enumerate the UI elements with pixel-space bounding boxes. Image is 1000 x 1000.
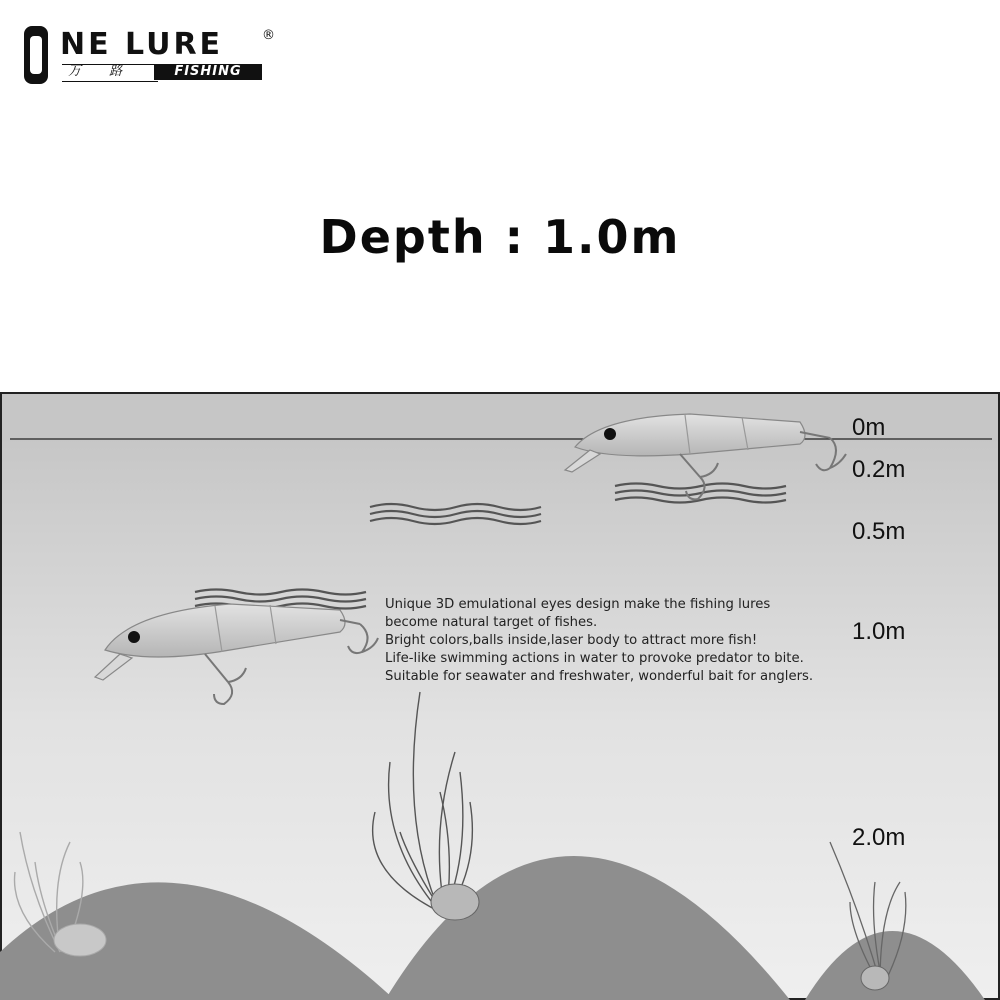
logo-subline	[62, 64, 262, 80]
rock-center	[431, 884, 479, 920]
depth-label-2-0m: 2.0m	[852, 824, 906, 851]
brand-logo	[24, 26, 284, 86]
description-line: Bright colors,balls inside,laser body to attract more fish!	[385, 633, 758, 648]
feature-description	[385, 596, 885, 686]
depth-label-1-0m: 1.0m	[852, 618, 906, 645]
depth-illustration	[0, 392, 1000, 1000]
description-line: Unique 3D emulational eyes design make the fishing lures	[385, 597, 771, 612]
logo-o-icon	[24, 26, 48, 84]
depth-label-0-2m: 0.2m	[852, 456, 906, 483]
rock-left	[54, 924, 106, 956]
depth-label-0m: 0m	[852, 414, 886, 441]
water-scene	[0, 392, 1000, 1000]
description-line: Suitable for seawater and freshwater, wonderful bait for anglers.	[385, 669, 814, 684]
description-line: become natural target of fishes.	[385, 615, 598, 630]
rock-right	[861, 966, 889, 990]
sky-band	[2, 394, 998, 439]
description-line: Life-like swimming actions in water to provoke predator to bite.	[385, 651, 804, 666]
logo-tagline: FISHING	[154, 64, 262, 80]
logo-cjk-text: 万 路	[62, 64, 158, 82]
logo-wordmark: NE LURE	[60, 27, 224, 62]
registered-mark: ®	[262, 28, 275, 43]
page-title: Depth : 1.0m	[319, 210, 681, 264]
depth-label-0-5m: 0.5m	[852, 518, 906, 545]
